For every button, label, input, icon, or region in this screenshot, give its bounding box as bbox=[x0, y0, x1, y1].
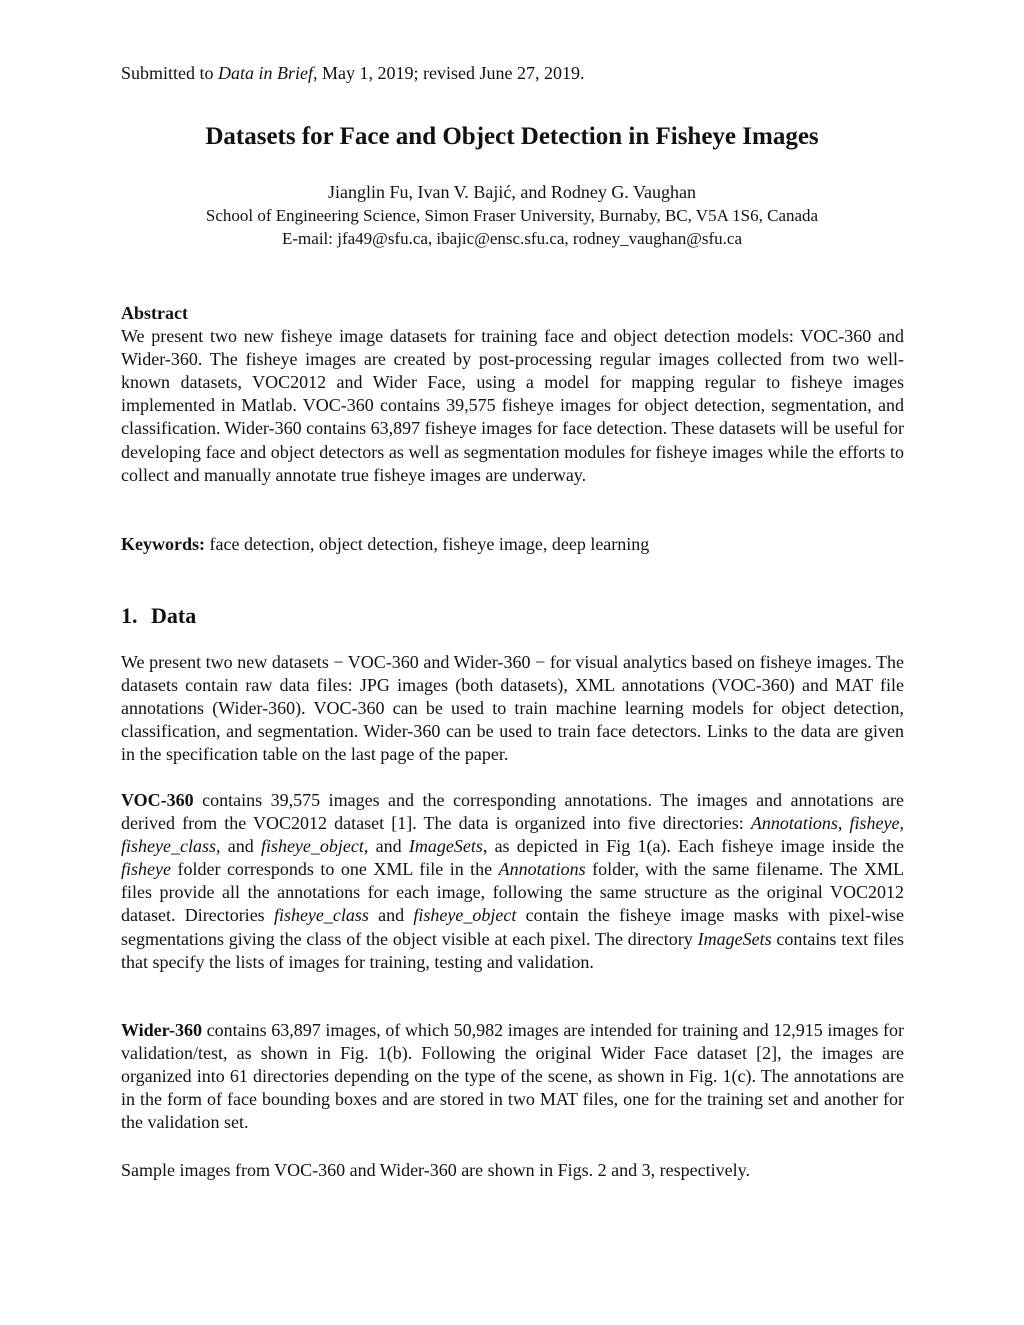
keywords bbox=[121, 533, 904, 556]
section-number: 1. bbox=[121, 603, 138, 628]
dir-fisheye: fisheye bbox=[849, 813, 900, 834]
author-emails: E-mail: jfa49@sfu.ca, ibajic@ensc.sfu.ca, rodney_vaughan@sfu.ca bbox=[282, 229, 742, 248]
paper-title: Datasets for Face and Object Detection in Fisheye Images bbox=[205, 123, 819, 150]
keywords-label: Keywords: bbox=[121, 534, 205, 554]
dir-fisheye-class: fisheye_class, bbox=[121, 836, 221, 857]
text-span: , as depicted in Fig 1(a). Each fisheye image inside the bbox=[482, 836, 904, 857]
text-span: contains text files that specify the lists of images for training, testing and validation. bbox=[121, 928, 904, 972]
section-title: Data bbox=[151, 603, 197, 628]
samples-paragraph: Sample images from VOC-360 and Wider-360 are shown in Figs. 2 and 3, respectively. bbox=[121, 1160, 750, 1180]
wider360-text: contains 63,897 images, of which 50,982 images are intended for training and 12,915 images for validation/test, as shown in Fig. 1(b). Following the original Wider Face dataset [2], the images are organized into 61 directories depending on the type of the scene, as shown in Fig. 1(c). The annotations are in the form of face bounding boxes and are stored in two MAT files, one for the training set and another for the validation set. bbox=[121, 1020, 904, 1133]
text-span: folder, with the same filename. The XML files provide all the annotations for each image, following the same structure as the original VOC2012 dataset. Directories bbox=[121, 859, 904, 926]
dir-fisheye: fisheye bbox=[121, 859, 171, 880]
wider360-paragraph bbox=[121, 1019, 904, 1134]
text-span: , bbox=[837, 813, 850, 834]
text-span: contains 39,575 images and the corresponding annotations. The images and annotations are derived from the VOC2012 dataset [1]. The data is organized into five directories: bbox=[121, 790, 904, 834]
journal-name: Data in Brief bbox=[218, 63, 314, 83]
submission-note bbox=[121, 62, 584, 84]
text-span: and bbox=[368, 905, 414, 926]
dir-annotations: Annotations bbox=[498, 859, 586, 880]
dir-imagesets: ImageSets bbox=[697, 928, 772, 949]
author-names: Jianglin Fu, Ivan V. Bajić, and Rodney G. Vaughan bbox=[328, 182, 696, 202]
dir-fisheye-class: fisheye_class bbox=[273, 905, 369, 926]
author-block bbox=[0, 181, 1024, 250]
dir-annotations: Annotations bbox=[750, 813, 838, 834]
text-span: , bbox=[899, 813, 905, 834]
dir-fisheye-object: fisheye_object bbox=[413, 905, 517, 926]
dir-imagesets: ImageSets bbox=[408, 836, 483, 857]
voc360-lead: VOC-360 bbox=[121, 790, 194, 810]
text-span: , and bbox=[363, 836, 409, 857]
voc360-paragraph bbox=[121, 789, 904, 974]
abstract-heading: Abstract bbox=[121, 303, 188, 323]
dir-fisheye-object: fisheye_object bbox=[260, 836, 364, 857]
data-paragraph-1: We present two new datasets − VOC-360 and Wider-360 − for visual analytics based on fisheye images. The datasets contain raw data files: JPG images (both datasets), XML annotations (VOC-360) and MAT file annotations (Wider-360). VOC-360 can be used to train machine learning models for object detection, classification, and segmentation. Wider-360 can be used to train face detectors. Links to the data are given in the specification table on the last page of the paper. bbox=[121, 652, 904, 765]
author-affiliation: School of Engineering Science, Simon Fraser University, Burnaby, BC, V5A 1S6, Canada bbox=[205, 206, 819, 225]
text-span: contain the fisheye image masks with pixel-wise segmentations giving the class of the object visible at each pixel. The directory bbox=[121, 905, 904, 949]
submission-prefix: Submitted to bbox=[121, 63, 219, 83]
keywords-text: face detection, object detection, fisheye image, deep learning bbox=[205, 534, 650, 554]
abstract-text: We present two new fisheye image datasets for training face and object detection models: VOC-360 and Wider-360. The fisheye images are created by post-processing regular images collected from two well-known datasets, VOC2012 and Wider Face, using a model for mapping regular to fisheye images implemented in Matlab. VOC-360 contains 39,575 fisheye images for object detection, segmentation, and classification. Wider-360 contains 63,897 fisheye images for face detection. These datasets will be useful for developing face and object detectors as well as segmentation modules for fisheye images while the efforts to collect and manually annotate true fisheye images are underway. bbox=[121, 326, 904, 485]
submission-dates: , May 1, 2019; revised June 27, 2019. bbox=[313, 63, 585, 83]
text-span: and bbox=[220, 836, 261, 857]
section-heading bbox=[121, 602, 196, 630]
text-span: folder corresponds to one XML file in the bbox=[170, 859, 499, 880]
abstract-section bbox=[121, 302, 904, 487]
wider360-lead: Wider-360 bbox=[121, 1020, 202, 1040]
